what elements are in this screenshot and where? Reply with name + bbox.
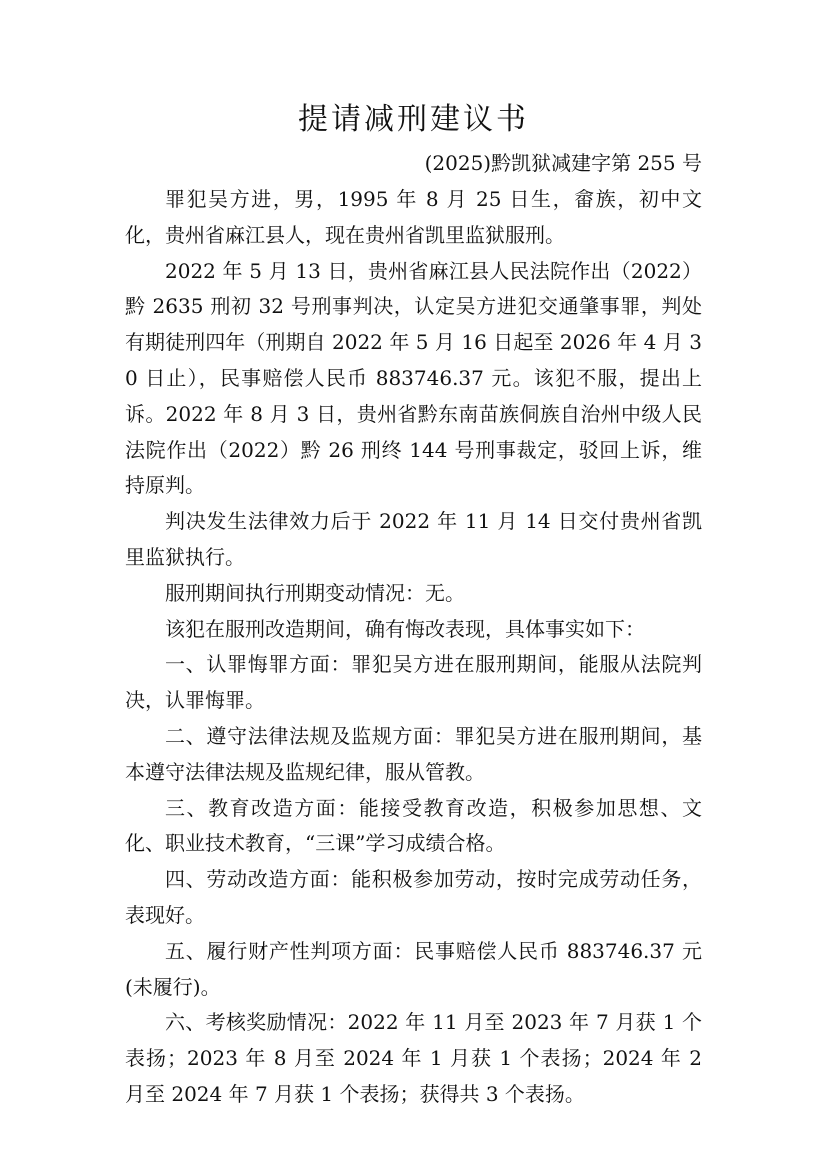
paragraph-item-6: 六、考核奖励情况：2022 年 11 月至 2023 年 7 月获 1 个表扬；2023 年 8 月至 2024 年 1 月获 1 个表扬；2024 年 2 月至 2024 年 7 月获 1 个表扬；获得共 3 个表扬。 <box>125 1010 702 1106</box>
document-body <box>125 182 702 1113</box>
document-number: (2025)黔凯狱减建字第 255 号 <box>424 151 702 175</box>
paragraph-item-1: 一、认罪悔罪方面：罪犯吴方进在服刑期间，能服从法院判决，认罪悔罪。 <box>125 652 702 713</box>
paragraph-item-3: 三、教育改造方面：能接受教育改造，积极参加思想、文化、职业技术教育，“三课”学习成绩合格。 <box>125 795 702 856</box>
paragraph-sentence-change: 服刑期间执行刑期变动情况：无。 <box>165 580 465 605</box>
paragraph-item-4: 四、劳动改造方面：能积极参加劳动，按时完成劳动任务，表现好。 <box>125 867 702 927</box>
paragraph-item-2: 二、遵守法律法规及监规方面：罪犯吴方进在服刑期间，基本遵守法律法规及监规纪律，服从管教。 <box>125 723 702 784</box>
paragraph-item-5: 五、履行财产性判项方面：民事赔偿人民币 883746.37 元(未履行)。 <box>125 938 702 999</box>
document-title: 提请减刑建议书 <box>298 102 529 137</box>
paragraph-judgment: 2022 年 5 月 13 日，贵州省麻江县人民法院作出（2022）黔 2635 刑初 32 号刑事判决，认定吴方进犯交通肇事罪，判处有期徒刑四年（刑期自 2022 年 5 月 16 日起至 2026 年 4 月 30 日止），民事赔偿人民币 883746.37 元。该犯不服，提出上诉。2022 年 8 月 3 日，贵州省黔东南苗族侗族自治州中级人民法院作出（2022）黔 26 刑终 144 号刑事裁定，驳回上诉，维持原判。 <box>125 258 702 498</box>
paragraph-repentance-intro: 该犯在服刑改造期间，确有悔改表现，具体事实如下： <box>165 616 645 641</box>
paragraph-criminal-info: 罪犯吴方进，男，1995 年 8 月 25 日生，畲族，初中文化，贵州省麻江县人，现在贵州省凯里监狱服刑。 <box>125 187 702 247</box>
paragraph-delivery: 判决发生法律效力后于 2022 年 11 月 14 日交付贵州省凯里监狱执行。 <box>125 509 702 569</box>
